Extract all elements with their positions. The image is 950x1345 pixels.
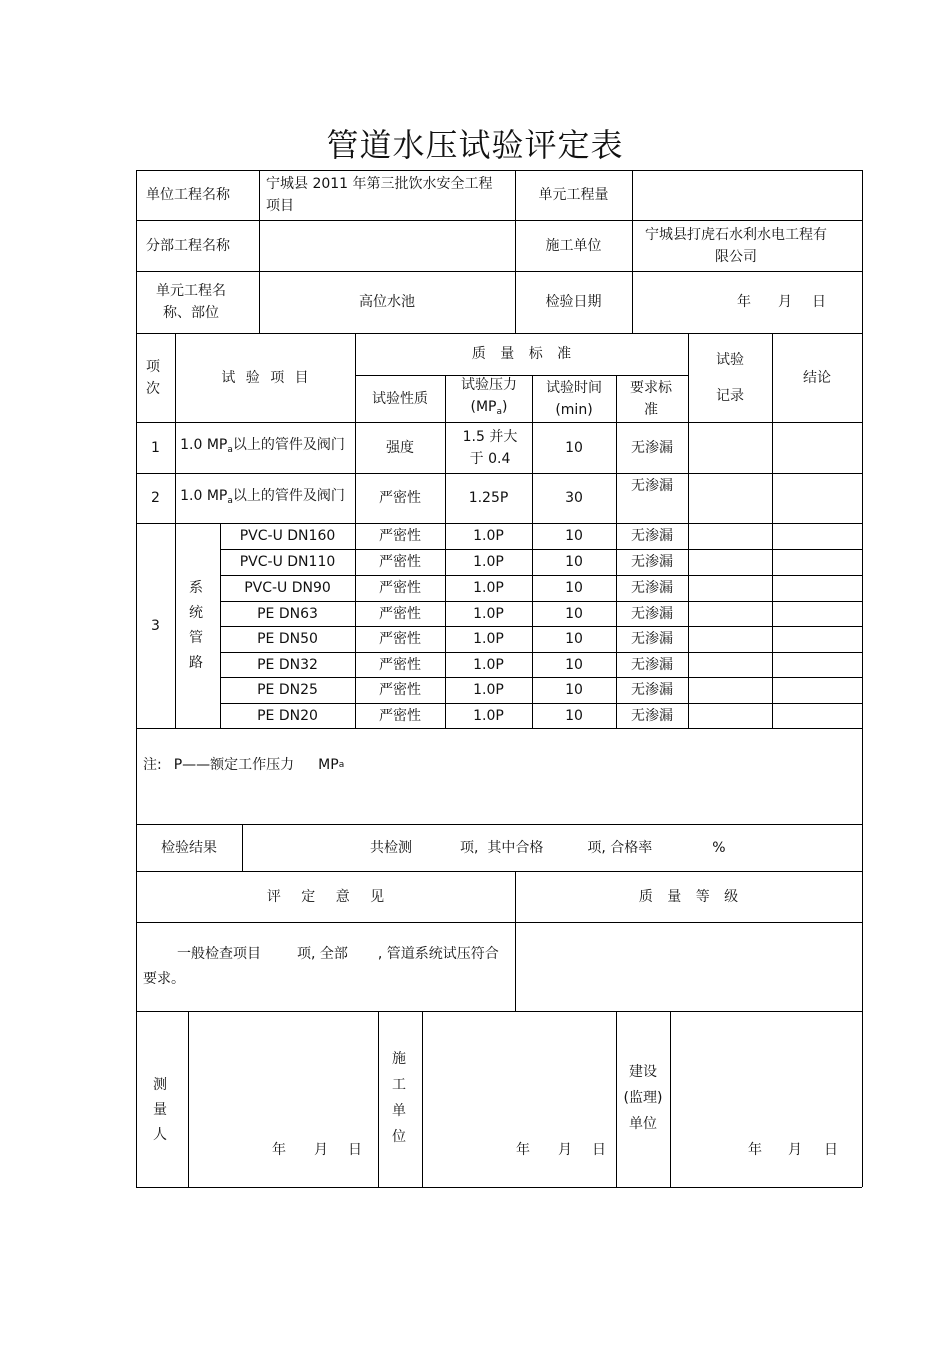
sys-row2-time: 10 bbox=[565, 554, 583, 570]
row1-nature: 强度 bbox=[386, 439, 414, 456]
sys-row6-pressure: 1.0P bbox=[473, 656, 504, 673]
contractor-date: 年 月 日 bbox=[516, 1142, 606, 1158]
opinion-text: 一般检查项目 项, 全部 , 管道系统试压符合要求。 bbox=[143, 946, 499, 987]
grade-value bbox=[515, 922, 862, 1011]
opinion-header: 评 定 意 见 bbox=[266, 888, 385, 905]
sys-row6-req: 无渗漏 bbox=[631, 656, 673, 673]
sys-row3-time: 10 bbox=[565, 580, 583, 596]
surveyor-label: 测量人 bbox=[153, 1076, 167, 1143]
inspect-date-label: 检验日期 bbox=[545, 294, 602, 310]
row1-no: 1 bbox=[151, 439, 160, 456]
sys-row5-time: 10 bbox=[565, 631, 583, 647]
row2-item: 1.0 $MP_a$以上的管件及阀门 bbox=[180, 487, 345, 506]
result-label: 检验结果 bbox=[161, 839, 217, 856]
sys-row1-item: PVC-U DN160 bbox=[239, 528, 336, 544]
inspect-date-value: 年 月 日 bbox=[737, 294, 826, 310]
sys-row8-nature: 严密性 bbox=[379, 707, 421, 724]
row2-req: 无渗漏 bbox=[631, 478, 673, 494]
sys-row4-req: 无渗漏 bbox=[631, 605, 673, 622]
unit-project-value: 宁城县 2011 年第三批饮水安全工程项目 bbox=[266, 176, 493, 214]
sys-row2-req: 无渗漏 bbox=[631, 554, 673, 570]
row2-nature: 严密性 bbox=[379, 490, 421, 506]
sys-row5-nature: 严密性 bbox=[379, 631, 421, 647]
page-title: 管道水压试验评定表 bbox=[326, 126, 624, 164]
contractor-label: 施工单位 bbox=[545, 237, 602, 254]
grade-header: 质 量 等 级 bbox=[638, 888, 739, 905]
sys-row5-item: PE DN50 bbox=[257, 631, 318, 647]
unit-project-label: 单位工程名称 bbox=[146, 187, 230, 203]
element-value: 高位水池 bbox=[359, 294, 415, 310]
sys-row2-pressure: 1.0P bbox=[473, 554, 504, 570]
test-nature-header: 试验性质 bbox=[372, 390, 428, 407]
sys-row8-item: PE DN20 bbox=[257, 707, 318, 724]
sys-row1-nature: 严密性 bbox=[379, 528, 421, 544]
contractor-sign-label: 施工单位 bbox=[392, 1051, 406, 1145]
sys-row8-pressure: 1.0P bbox=[473, 707, 504, 724]
sys-row4-nature: 严密性 bbox=[379, 605, 421, 622]
sys-row7-nature: 严密性 bbox=[379, 682, 421, 698]
element-label: 单元工程名称、部位 bbox=[156, 283, 226, 321]
division-value bbox=[259, 220, 515, 271]
quality-standard-header: 质 量 标 准 bbox=[471, 346, 572, 362]
row1-item: 1.0 $MP_a$以上的管件及阀门 bbox=[180, 437, 345, 455]
test-time-header: 试验时间(min) bbox=[546, 379, 602, 418]
row1-time: 10 bbox=[565, 439, 583, 456]
sys-row4-time: 10 bbox=[565, 605, 583, 622]
system-pipe-label: 系统管路 bbox=[189, 579, 203, 671]
sys-row3-pressure: 1.0P bbox=[473, 580, 504, 596]
unit-quantity-value bbox=[632, 170, 862, 220]
sys-row6-nature: 严密性 bbox=[379, 656, 421, 673]
sys-row3-item: PVC-U DN90 bbox=[244, 580, 331, 596]
sys-row3-req: 无渗漏 bbox=[631, 580, 673, 596]
owner-date: 年 月 日 bbox=[748, 1142, 838, 1158]
note-line: 注: P——额定工作压力 MP a bbox=[143, 757, 345, 773]
sys-row5-req: 无渗漏 bbox=[631, 631, 673, 647]
sys-row2-nature: 严密性 bbox=[379, 554, 421, 570]
sys-row6-time: 10 bbox=[565, 656, 583, 673]
contractor-value: 宁城县打虎石水利水电工程有限公司 bbox=[645, 226, 827, 265]
row1-pressure: 1.5 并大于 0.4 bbox=[462, 428, 518, 467]
sys-row6-item: PE DN32 bbox=[257, 656, 318, 673]
sys-row1-time: 10 bbox=[565, 528, 583, 544]
item-no-header: 项次 bbox=[146, 358, 160, 397]
sys-row8-req: 无渗漏 bbox=[631, 707, 673, 724]
sys-row3-nature: 严密性 bbox=[379, 580, 421, 596]
row2-time: 30 bbox=[565, 490, 583, 506]
division-label: 分部工程名称 bbox=[146, 237, 230, 254]
test-pressure-header: 试验压力$(MP_a)$ bbox=[461, 377, 517, 417]
test-record-header: 试验记录 bbox=[716, 351, 744, 404]
row3-no: 3 bbox=[151, 617, 160, 634]
test-item-header: 试 验 项 目 bbox=[221, 369, 309, 386]
sys-row7-time: 10 bbox=[565, 682, 583, 698]
unit-quantity-label: 单元工程量 bbox=[538, 187, 609, 203]
sys-row8-time: 10 bbox=[565, 707, 583, 724]
sys-row7-item: PE DN25 bbox=[257, 682, 318, 698]
owner-sign-label: 建设(监理)单位 bbox=[623, 1064, 663, 1132]
result-line: 共检测 项 , 其中合格 项, 合格率 % bbox=[370, 839, 726, 856]
sys-row7-pressure: 1.0P bbox=[473, 682, 504, 698]
sys-row7-req: 无渗漏 bbox=[631, 682, 673, 698]
row1-req: 无渗漏 bbox=[631, 439, 673, 456]
requirement-header: 要求标准 bbox=[630, 379, 672, 418]
sys-row2-item: PVC-U DN110 bbox=[239, 554, 336, 570]
sys-row4-item: PE DN63 bbox=[257, 605, 318, 622]
row2-pressure: 1.25P bbox=[468, 490, 509, 506]
surveyor-date: 年 月 日 bbox=[272, 1142, 362, 1158]
sys-row1-pressure: 1.0P bbox=[473, 528, 504, 544]
conclusion-header: 结论 bbox=[803, 369, 831, 386]
sys-row5-pressure: 1.0P bbox=[473, 631, 504, 647]
row2-no: 2 bbox=[151, 490, 160, 506]
sys-row1-req: 无渗漏 bbox=[631, 528, 673, 544]
sys-row4-pressure: 1.0P bbox=[473, 605, 504, 622]
